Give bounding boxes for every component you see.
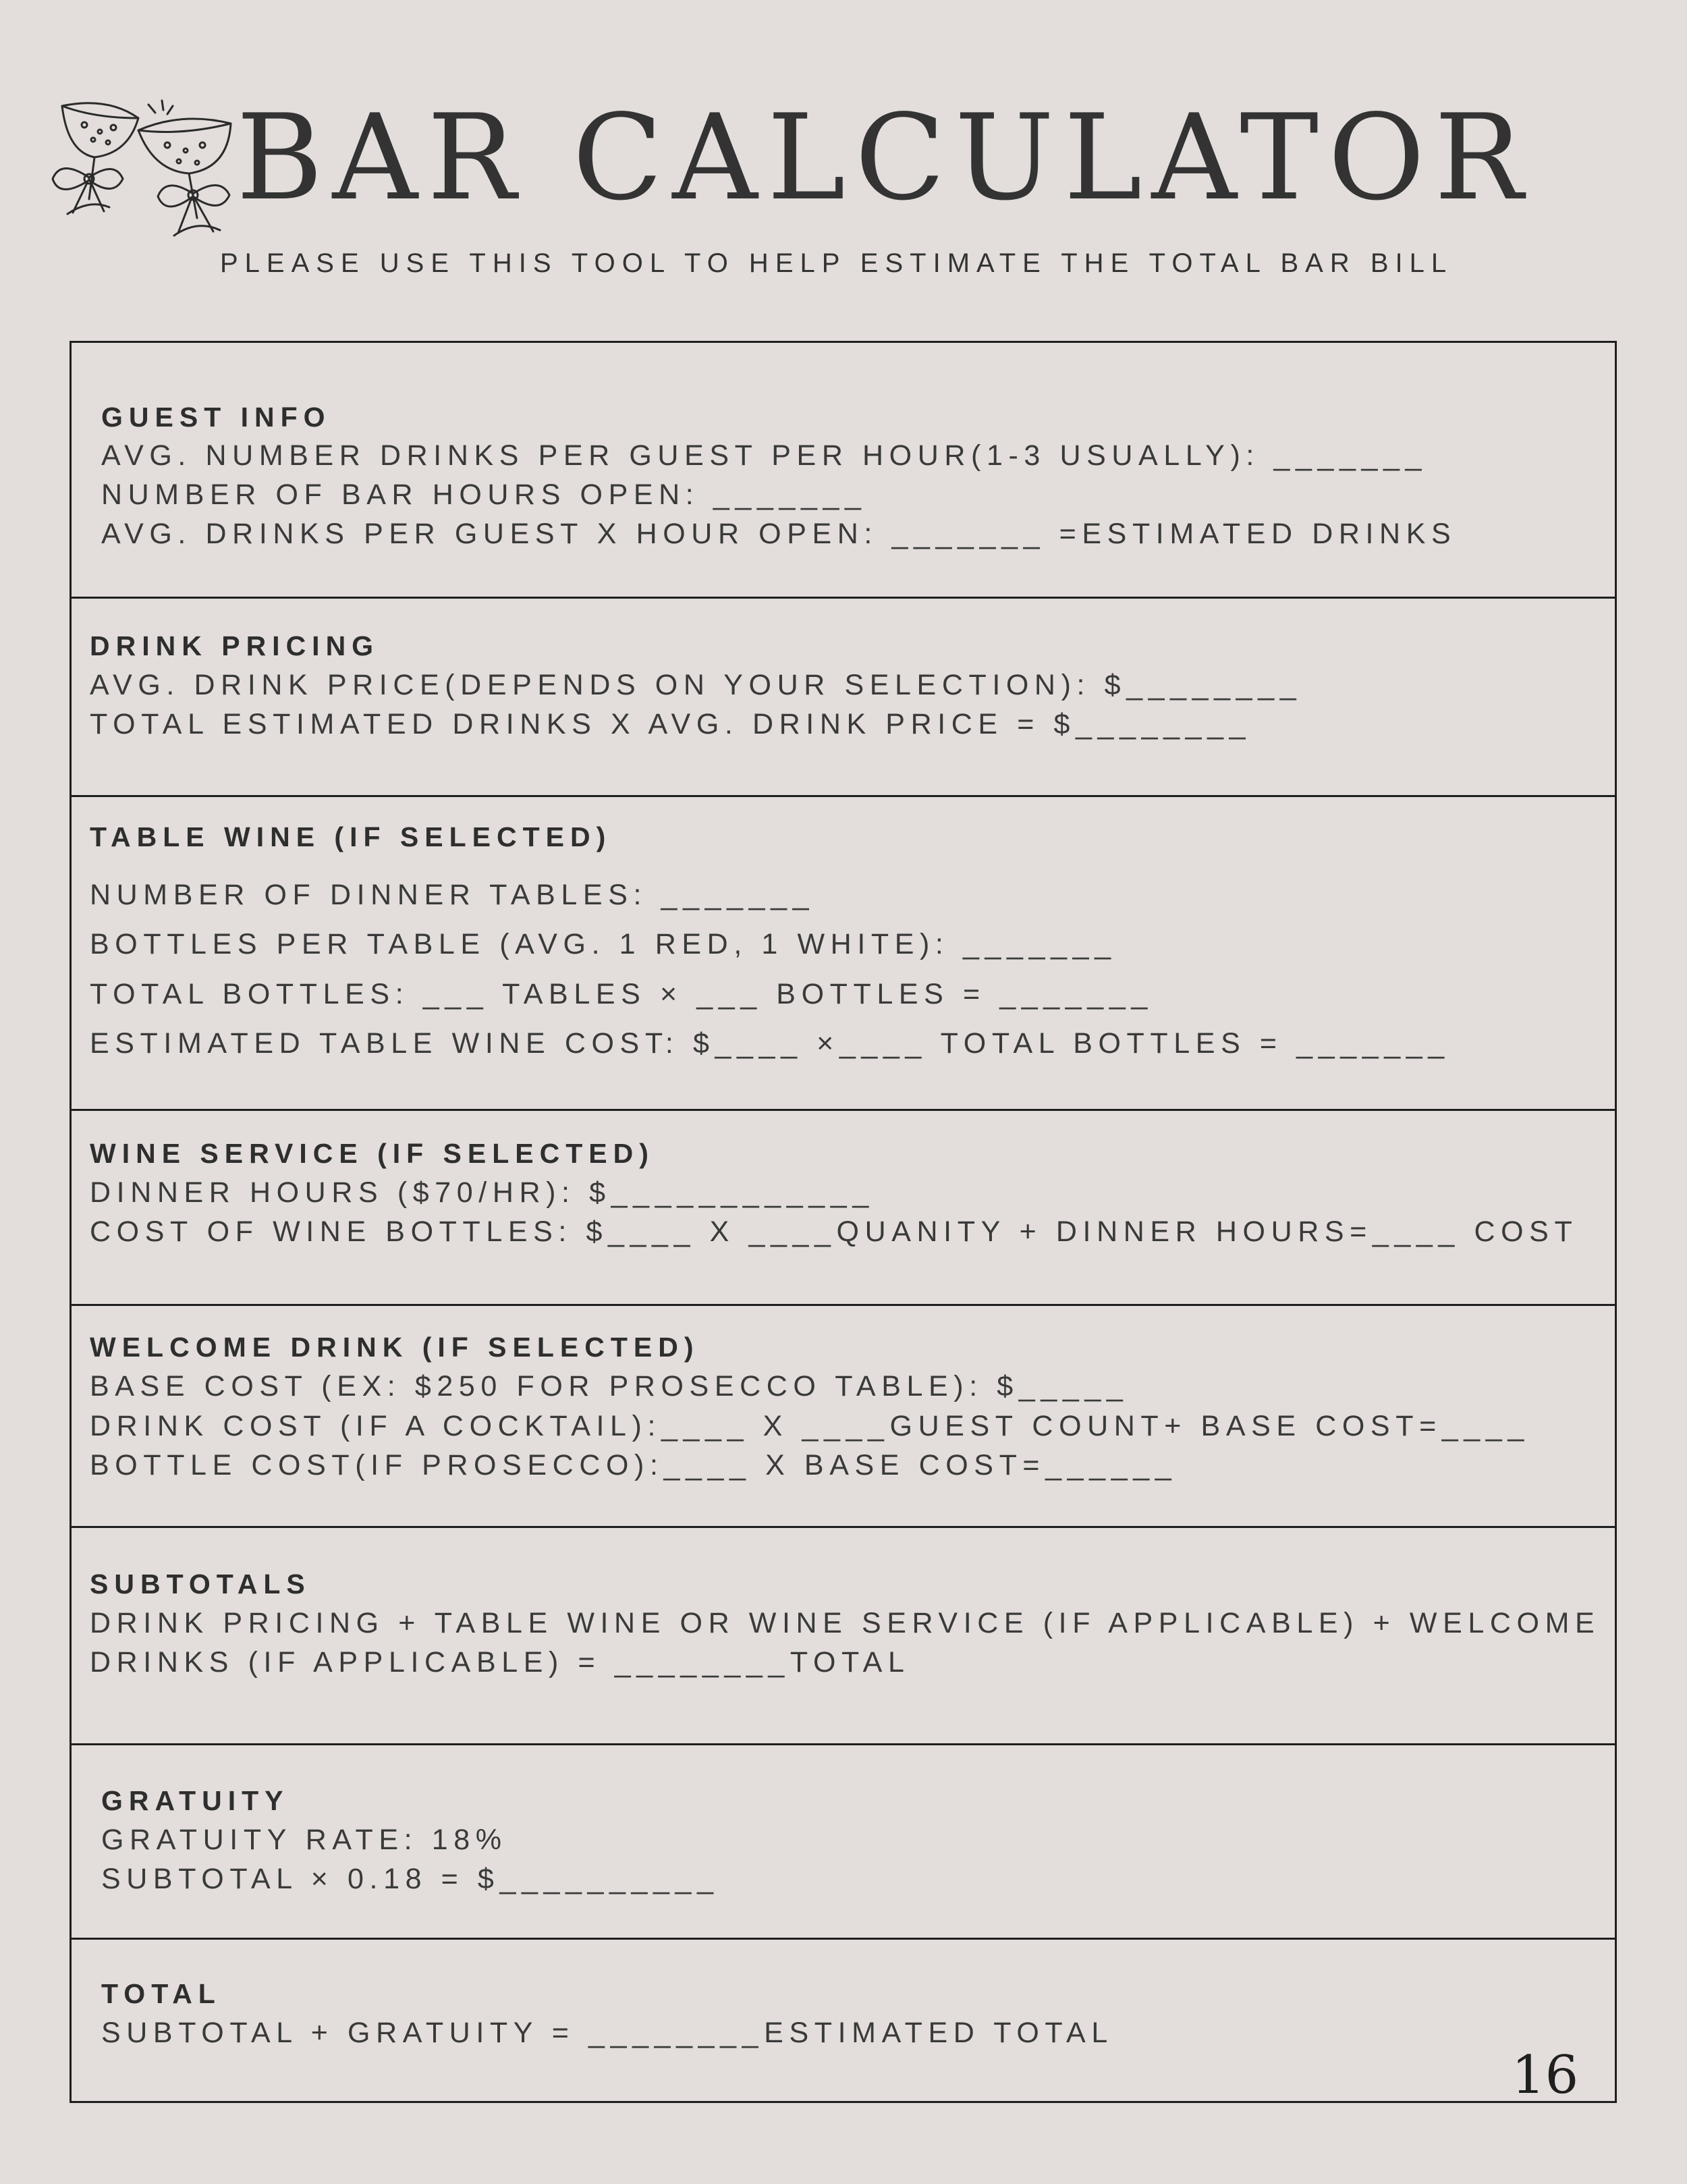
drink-pricing-section xyxy=(72,597,1615,795)
form-line: DRINK PRICING + TABLE WINE OR WINE SERVICE (IF APPLICABLE) + WELCOME xyxy=(90,1607,1601,1639)
section-title: GUEST INFO xyxy=(101,402,331,433)
calculator-form xyxy=(70,341,1617,2103)
form-line: GRATUITY RATE: 18% xyxy=(101,1824,507,1856)
section-title: GRATUITY xyxy=(101,1785,289,1816)
form-line: BOTTLES PER TABLE (AVG. 1 RED, 1 WHITE): _______ xyxy=(90,928,1117,960)
form-line: BOTTLE COST(IF PROSECCO):____ X BASE COST=______ xyxy=(90,1449,1178,1481)
form-line: COST OF WINE BOTTLES: $____ X ____QUANITY + DINNER HOURS=____ COST xyxy=(90,1216,1578,1248)
form-line: TOTAL BOTTLES: ___ TABLES × ___ BOTTLES = _______ xyxy=(90,978,1153,1010)
page-title: BAR CALCULATOR xyxy=(236,90,1533,227)
form-line: SUBTOTAL × 0.18 = $__________ xyxy=(101,1863,719,1895)
guest-info-section xyxy=(72,343,1615,597)
page-number: 16 xyxy=(1512,2045,1579,2106)
section-title: SUBTOTALS xyxy=(90,1568,311,1600)
form-line: ESTIMATED TABLE WINE COST: $____ ×____ TOTAL BOTTLES = _______ xyxy=(90,1027,1450,1060)
section-title: WINE SERVICE (IF SELECTED) xyxy=(90,1138,655,1169)
form-line: DRINK COST (IF A COCKTAIL):____ X ____GUEST COUNT+ BASE COST=____ xyxy=(90,1410,1530,1442)
total-section xyxy=(72,1938,1615,2101)
form-line: TOTAL ESTIMATED DRINKS X AVG. DRINK PRICE = $________ xyxy=(90,708,1252,740)
form-line: SUBTOTAL + GRATUITY = ________ESTIMATED TOTAL xyxy=(101,2017,1113,2049)
page-subtitle: PLEASE USE THIS TOOL TO HELP ESTIMATE THE TOTAL BAR BILL xyxy=(220,248,1454,278)
form-line: NUMBER OF BAR HOURS OPEN: _______ xyxy=(101,479,867,511)
form-line: AVG. NUMBER DRINKS PER GUEST PER HOUR(1-3 USUALLY): _______ xyxy=(101,439,1428,472)
table-wine-section xyxy=(72,795,1615,1109)
form-line: DINNER HOURS ($70/HR): $____________ xyxy=(90,1176,875,1209)
form-line: AVG. DRINK PRICE(DEPENDS ON YOUR SELECTION): $________ xyxy=(90,669,1302,701)
gratuity-section xyxy=(72,1743,1615,1938)
wine-service-section xyxy=(72,1109,1615,1304)
champagne-glasses-with-bows-icon xyxy=(47,98,243,253)
section-title: TABLE WINE (IF SELECTED) xyxy=(90,821,612,852)
section-title: WELCOME DRINK (IF SELECTED) xyxy=(90,1332,700,1363)
subtotals-section xyxy=(72,1526,1615,1743)
form-line: DRINKS (IF APPLICABLE) = ________TOTAL xyxy=(90,1646,910,1678)
section-title: TOTAL xyxy=(101,1978,221,2009)
form-line: BASE COST (EX: $250 FOR PROSECCO TABLE): $_____ xyxy=(90,1370,1129,1402)
form-line: AVG. DRINKS PER GUEST X HOUR OPEN: _______ =ESTIMATED DRINKS xyxy=(101,518,1457,550)
welcome-drink-section xyxy=(72,1304,1615,1526)
form-line: NUMBER OF DINNER TABLES: _______ xyxy=(90,879,815,911)
section-title: DRINK PRICING xyxy=(90,630,380,661)
